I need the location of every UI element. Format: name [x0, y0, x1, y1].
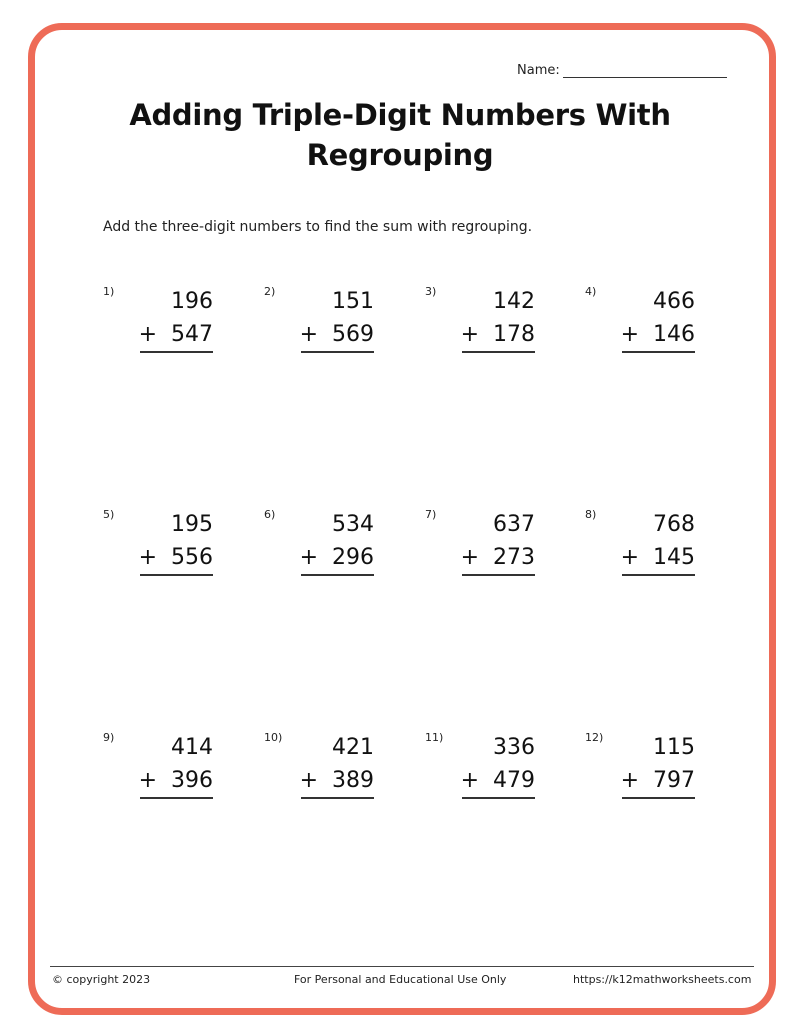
addend-bottom: + 146: [620, 322, 695, 347]
problem-number: 7): [425, 508, 437, 521]
answer-line: [622, 797, 695, 799]
addend-bottom: + 389: [299, 768, 374, 793]
addend-bottom: + 556: [138, 545, 213, 570]
addend-bottom: + 296: [299, 545, 374, 570]
footer-divider: [50, 966, 754, 967]
answer-line: [140, 574, 213, 576]
problem: [264, 731, 374, 811]
problem: [103, 731, 213, 811]
problem: [585, 285, 695, 365]
addend-top: 196: [171, 289, 213, 314]
answer-line: [301, 574, 374, 576]
answer-line: [622, 574, 695, 576]
answer-line: [462, 797, 535, 799]
addend-top: 768: [653, 512, 695, 537]
addend-top: 142: [493, 289, 535, 314]
worksheet-title: Adding Triple-Digit Numbers With Regrouping: [129, 98, 671, 172]
addend-top: 336: [493, 735, 535, 760]
answer-line: [140, 351, 213, 353]
addend-bottom: + 569: [299, 322, 374, 347]
name-field[interactable]: [517, 63, 727, 78]
addend-top: 637: [493, 512, 535, 537]
answer-line: [462, 574, 535, 576]
problem: [585, 508, 695, 588]
problem-number: 10): [264, 731, 283, 744]
usage-note: For Personal and Educational Use Only: [294, 973, 507, 986]
addend-bottom: + 145: [620, 545, 695, 570]
problem-number: 5): [103, 508, 115, 521]
problem-number: 6): [264, 508, 276, 521]
addend-top: 151: [332, 289, 374, 314]
addend-top: 421: [332, 735, 374, 760]
problem: [425, 285, 535, 365]
addend-bottom: + 479: [460, 768, 535, 793]
name-label: Name:: [517, 63, 560, 78]
problem: [425, 731, 535, 811]
problem-number: 1): [103, 285, 115, 298]
instructions: Add the three-digit numbers to find the sum with regrouping.: [103, 219, 533, 235]
addend-bottom: + 273: [460, 545, 535, 570]
addend-top: 534: [332, 512, 374, 537]
addend-bottom: + 396: [138, 768, 213, 793]
problem: [103, 508, 213, 588]
problem-number: 2): [264, 285, 276, 298]
addend-bottom: + 797: [620, 768, 695, 793]
answer-line: [301, 797, 374, 799]
problem-number: 3): [425, 285, 437, 298]
copyright-text: © copyright 2023: [52, 973, 151, 986]
answer-line: [462, 351, 535, 353]
problem: [425, 508, 535, 588]
problem-number: 12): [585, 731, 604, 744]
problem-number: 9): [103, 731, 115, 744]
answer-line: [140, 797, 213, 799]
problem: [103, 285, 213, 365]
problem: [264, 285, 374, 365]
problem-number: 8): [585, 508, 597, 521]
addend-top: 466: [653, 289, 695, 314]
addend-top: 115: [653, 735, 695, 760]
website-link[interactable]: https://k12mathworksheets.com: [573, 973, 752, 986]
answer-line: [622, 351, 695, 353]
addend-top: 195: [171, 512, 213, 537]
answer-line: [301, 351, 374, 353]
name-blank-line[interactable]: [563, 63, 727, 78]
problem-number: 11): [425, 731, 444, 744]
addend-bottom: + 547: [138, 322, 213, 347]
addend-bottom: + 178: [460, 322, 535, 347]
problem-number: 4): [585, 285, 597, 298]
problem: [585, 731, 695, 811]
addend-top: 414: [171, 735, 213, 760]
problem: [264, 508, 374, 588]
